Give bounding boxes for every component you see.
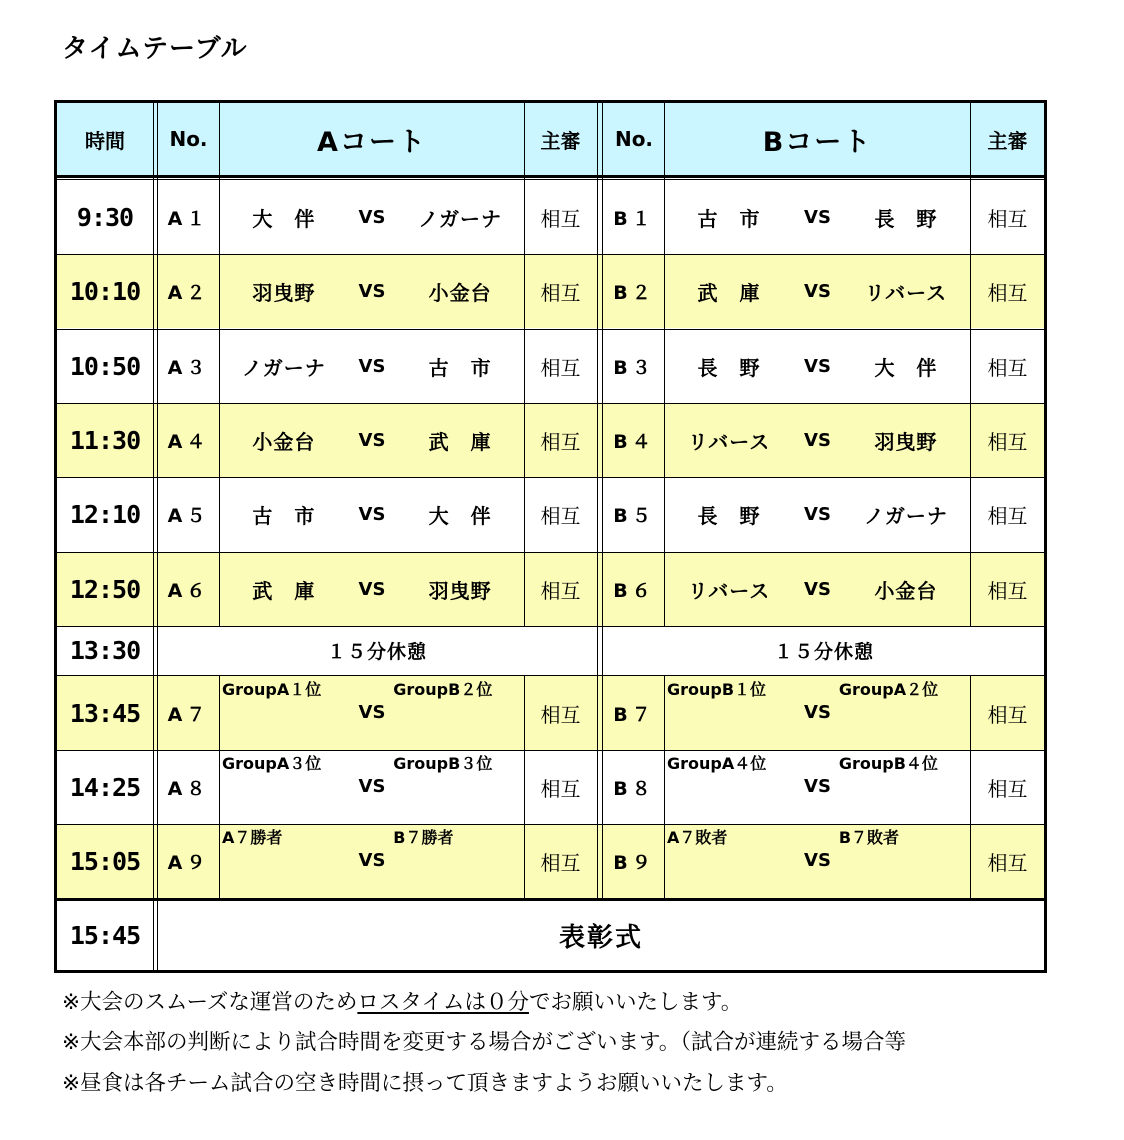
home-team: GroupA３位 <box>222 754 322 773</box>
break-label-b: １５分休憩 <box>773 641 874 663</box>
grid-line <box>57 750 1044 751</box>
away-team: 長 野 <box>874 206 938 231</box>
match-no: B８ <box>613 777 655 800</box>
away-team: 羽曳野 <box>428 578 492 603</box>
vs-label: VS <box>804 355 831 377</box>
home-team: リバース <box>687 578 771 603</box>
match-no: B２ <box>613 281 655 304</box>
away-team: GroupB２位 <box>393 680 493 699</box>
vs-label: VS <box>358 355 386 377</box>
vs-label: VS <box>804 280 831 302</box>
header-court-b: Bコート <box>762 126 873 158</box>
referee: 相互 <box>540 280 581 305</box>
header-ref-a: 主審 <box>540 128 581 153</box>
away-team: 小金台 <box>428 280 492 305</box>
home-team: 大 伴 <box>252 206 316 231</box>
home-team: 武 庫 <box>252 578 316 603</box>
match-no: B３ <box>613 356 655 379</box>
referee: 相互 <box>540 850 581 875</box>
match-no: A９ <box>167 851 210 874</box>
grid-line <box>57 403 1044 404</box>
home-team: A７勝者 <box>222 828 283 847</box>
away-team: 羽曳野 <box>874 429 938 454</box>
grid-line <box>219 675 220 898</box>
referee: 相互 <box>540 429 581 454</box>
referee: 相互 <box>987 206 1028 231</box>
grid-line <box>153 103 154 970</box>
home-team: リバース <box>687 429 771 454</box>
away-team: 大 伴 <box>428 503 492 528</box>
grid-line <box>970 103 971 626</box>
referee: 相互 <box>987 776 1028 801</box>
home-team: 羽曳野 <box>252 280 316 305</box>
time-cell: 10:50 <box>69 351 141 381</box>
home-team: 長 野 <box>697 503 761 528</box>
referee: 相互 <box>540 578 581 603</box>
header-no-b: No. <box>614 127 654 151</box>
header-time: 時間 <box>85 128 125 153</box>
header-no-a: No. <box>169 127 208 151</box>
time-cell: 12:10 <box>69 499 141 529</box>
home-team: 小金台 <box>252 429 316 454</box>
grid-line <box>57 175 1044 178</box>
away-team: リバース <box>864 280 948 305</box>
time-cell: 15:45 <box>69 921 141 950</box>
home-team: GroupA１位 <box>222 680 322 699</box>
grid-line <box>664 675 665 898</box>
home-team: 古 市 <box>252 503 316 528</box>
match-no: A２ <box>167 281 210 304</box>
vs-label: VS <box>804 849 831 871</box>
away-team: GroupB４位 <box>838 754 938 773</box>
grid-line <box>602 103 603 898</box>
grid-line <box>219 103 220 626</box>
referee: 相互 <box>987 355 1028 380</box>
referee: 相互 <box>540 702 581 727</box>
match-no: B４ <box>613 430 655 453</box>
away-team: 武 庫 <box>428 429 492 454</box>
referee: 相互 <box>987 280 1028 305</box>
note-schedule-change: ※大会本部の判断により試合時間を変更する場合がございます。（試合が連続する場合等 <box>62 1030 907 1055</box>
vs-label: VS <box>804 503 831 525</box>
referee: 相互 <box>987 578 1028 603</box>
match-no: A５ <box>167 504 210 527</box>
vs-label: VS <box>358 578 386 600</box>
match-no: A１ <box>167 207 210 230</box>
grid-line <box>57 254 1044 255</box>
grid-line <box>970 675 971 898</box>
away-team: ノガーナ <box>864 503 948 528</box>
header-ref-b: 主審 <box>987 128 1028 153</box>
vs-label: VS <box>358 280 386 302</box>
grid-line <box>57 179 1044 180</box>
note-losstime: ※大会のスムーズな運営のためロスタイムは０分でお願いいたします。 <box>62 990 743 1015</box>
grid-line <box>57 477 1044 478</box>
time-cell: 15:05 <box>69 846 141 876</box>
referee: 相互 <box>540 355 581 380</box>
match-no: B５ <box>613 504 655 527</box>
referee: 相互 <box>540 503 581 528</box>
grid-line <box>157 103 158 970</box>
referee: 相互 <box>987 429 1028 454</box>
note-lunch: ※昼食は各チーム試合の空き時間に摂って頂きますようお願いいたします。 <box>62 1071 788 1096</box>
home-team: 古 市 <box>697 206 761 231</box>
away-team: GroupA２位 <box>838 680 939 699</box>
match-no: B６ <box>613 579 655 602</box>
vs-label: VS <box>358 206 386 228</box>
away-team: GroupB３位 <box>393 754 493 773</box>
vs-label: VS <box>804 206 831 228</box>
referee: 相互 <box>987 503 1028 528</box>
home-team: A７敗者 <box>667 828 728 847</box>
grid-line <box>597 103 598 898</box>
home-team: ノガーナ <box>241 355 326 380</box>
time-cell: 9:30 <box>76 202 134 232</box>
away-team: B７勝者 <box>393 828 454 847</box>
match-no: A３ <box>167 356 210 379</box>
time-cell: 13:30 <box>69 636 141 665</box>
vs-label: VS <box>804 429 831 451</box>
home-team: 長 野 <box>697 355 761 380</box>
referee: 相互 <box>540 206 581 231</box>
grid-line <box>524 103 525 626</box>
break-label-a: １５分休憩 <box>326 641 427 663</box>
away-team: 小金台 <box>874 578 938 603</box>
award-ceremony: 表彰式 <box>558 923 643 953</box>
grid-line <box>57 552 1044 553</box>
vs-label: VS <box>358 775 386 797</box>
page-title: タイムテーブル <box>62 34 248 64</box>
referee: 相互 <box>987 702 1028 727</box>
grid-line <box>57 824 1044 825</box>
vs-label: VS <box>358 429 386 451</box>
match-no: A４ <box>167 430 210 453</box>
time-cell: 12:50 <box>69 574 141 604</box>
vs-label: VS <box>804 701 831 723</box>
match-no: A８ <box>167 777 210 800</box>
time-cell: 11:30 <box>69 425 141 455</box>
time-cell: 14:25 <box>69 772 141 802</box>
grid-line <box>57 329 1044 330</box>
grid-line <box>524 675 525 898</box>
match-no: A７ <box>167 703 210 726</box>
away-team: 大 伴 <box>874 355 938 380</box>
time-cell: 10:10 <box>69 276 141 306</box>
vs-label: VS <box>358 503 386 525</box>
away-team: B７敗者 <box>838 828 900 847</box>
home-team: GroupB１位 <box>667 680 767 699</box>
match-no: B７ <box>613 703 655 726</box>
grid-line <box>57 626 1044 627</box>
timetable <box>54 100 1047 973</box>
time-cell: 13:45 <box>69 698 141 728</box>
match-no: B９ <box>613 851 655 874</box>
vs-label: VS <box>358 849 386 871</box>
away-team: ノガーナ <box>418 206 503 231</box>
header-court-a: Aコート <box>317 126 427 158</box>
grid-line <box>57 898 1044 901</box>
vs-label: VS <box>804 578 831 600</box>
grid-line <box>57 675 1044 676</box>
home-team: 武 庫 <box>697 280 761 305</box>
home-team: GroupA４位 <box>667 754 767 773</box>
vs-label: VS <box>358 701 386 723</box>
away-team: 古 市 <box>428 355 492 380</box>
vs-label: VS <box>804 775 831 797</box>
match-no: A６ <box>167 579 210 602</box>
referee: 相互 <box>987 850 1028 875</box>
grid-line <box>664 103 665 626</box>
match-no: B１ <box>613 207 655 230</box>
referee: 相互 <box>540 776 581 801</box>
